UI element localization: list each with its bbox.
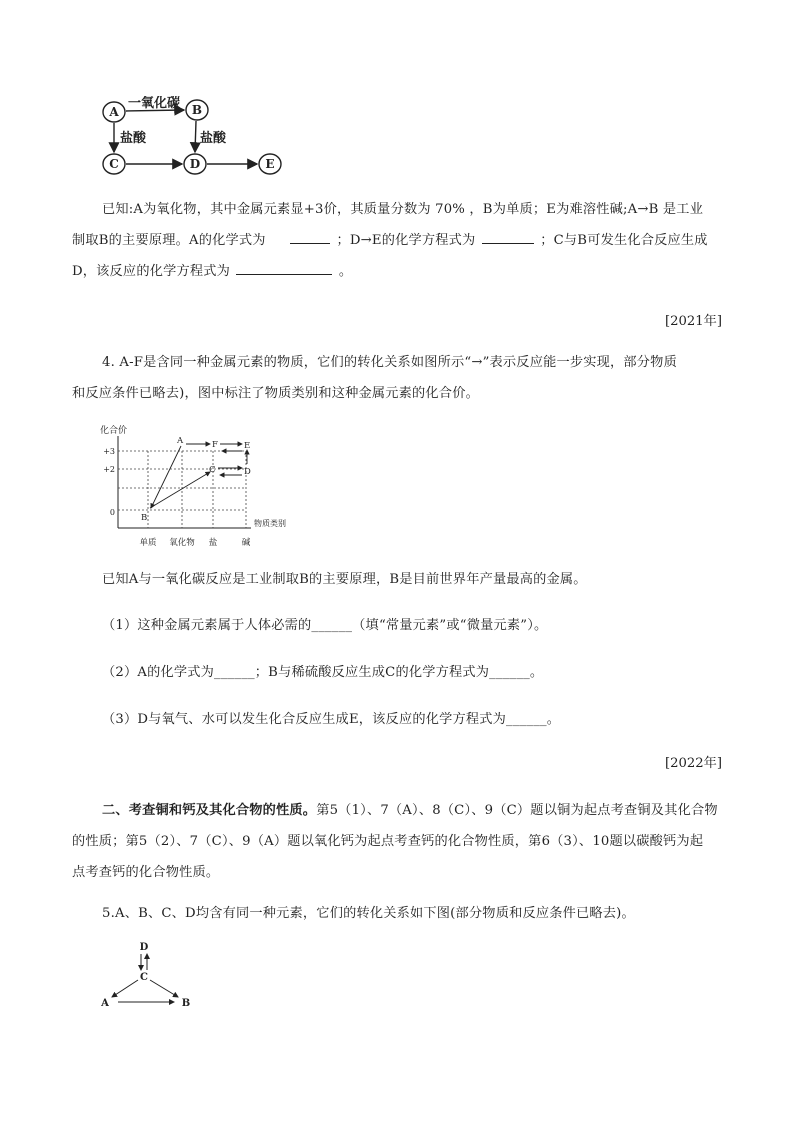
q4-sub3: （3）D与氧气、水可以发生化合反应生成E，该反应的化学方程式为______。	[102, 712, 561, 727]
section2-line-1: 二、考查铜和钙及其化合物的性质。第5（1）、7（A）、8（C）、9（C）题以铜为起点考查铜及其化合物	[102, 803, 718, 818]
q4-year: [2022年]	[664, 756, 722, 771]
y-tick-plus3: +3	[103, 447, 115, 456]
section2-line-3: 点考查钙的化合物性质。	[72, 865, 220, 880]
node-d: D	[139, 942, 149, 953]
point-e: E	[244, 441, 251, 451]
x-tick-base: 碱	[241, 538, 251, 548]
section2-title: 二、考查铜和钙及其化合物的性质。	[102, 803, 317, 818]
q4-sub2: （2）A的化学式为______；B与稀硫酸反应生成C的化学方程式为______。	[102, 665, 544, 680]
reaction-diagram-1	[100, 96, 290, 176]
point-a: A	[177, 436, 184, 446]
q3-line-1: 已知:A为氧化物，其中金属元素显+3价，其质量分数为 70% ，B为单质；E为难溶性碱;A→B 是工业	[102, 202, 704, 217]
node-b: B	[181, 998, 191, 1009]
q3-line-2: 制取B的主要原理。A的化学式为 ；D→E的化学方程式为 ；C与B可发生化合反应生成	[72, 233, 708, 248]
valence-chart	[96, 420, 326, 550]
point-b: B	[141, 513, 148, 523]
q5-intro: 5.A、B、C、D均含有同一种元素，它们的转化关系如下图(部分物质和反应条件已略去)。	[102, 906, 635, 921]
point-d: D	[244, 467, 251, 477]
arrow-b-c	[150, 472, 210, 508]
label-a-c: 盐酸	[120, 131, 147, 146]
node-d-label: D	[189, 157, 201, 171]
label-b-d: 盐酸	[200, 131, 227, 146]
node-c: C	[140, 972, 148, 983]
y-axis-title: 化合价	[100, 426, 128, 436]
x-tick-oxide: 氧化物	[169, 538, 195, 548]
y-tick-plus2: +2	[103, 465, 115, 474]
q4-intro-line-2: 和反应条件已略去)，图中标注了物质类别和这种金属元素的化合价。	[72, 386, 479, 401]
q4-known: 已知A与一氧化碳反应是工业制取B的主要原理，B是目前世界年产量最高的金属。	[102, 572, 587, 587]
section2-line-2: 的性质；第5（2）、7（C）、9（A）题以氧化钙为起点考查钙的化合物性质，第6（3）、10题以碳酸钙为起	[72, 834, 704, 849]
q3-blank-formula-a[interactable]	[290, 231, 330, 244]
node-b-label: B	[191, 103, 203, 117]
q4-sub1: （1）这种金属元素属于人体必需的______（填“常量元素”或“微量元素”）。	[102, 618, 548, 633]
x-axis-title: 物质类别	[254, 519, 286, 528]
q3-blank-eq-de[interactable]	[482, 231, 534, 244]
q3-blank-eq-cb[interactable]	[236, 262, 332, 275]
arrow-c-b	[150, 980, 178, 997]
point-c: C	[209, 465, 216, 475]
q3-paragraph	[72, 194, 732, 287]
arrow-b-d	[195, 121, 196, 152]
y-tick-0: 0	[109, 508, 115, 517]
node-a-label: A	[109, 105, 119, 119]
q4-intro	[72, 347, 732, 409]
q4-intro-line-1: 4. A-F是含同一种金属元素的物质，它们的转化关系如图所示“→”表示反应能一步实现，部分物质	[102, 355, 677, 370]
node-c-label: C	[109, 157, 119, 171]
x-tick-elemental: 单质	[139, 538, 157, 548]
q3-line-3: D，该反应的化学方程式为 。	[72, 264, 353, 279]
q3-year: [2021年]	[664, 314, 722, 329]
point-f: F	[212, 440, 218, 450]
arrow-c-a	[112, 980, 138, 997]
reaction-diagram-5	[96, 940, 206, 1012]
node-a: A	[101, 998, 109, 1009]
section2-paragraph	[72, 795, 732, 888]
label-a-b: 一氧化碳	[128, 96, 181, 111]
node-e-label: E	[265, 157, 275, 171]
x-tick-salt: 盐	[208, 538, 218, 548]
